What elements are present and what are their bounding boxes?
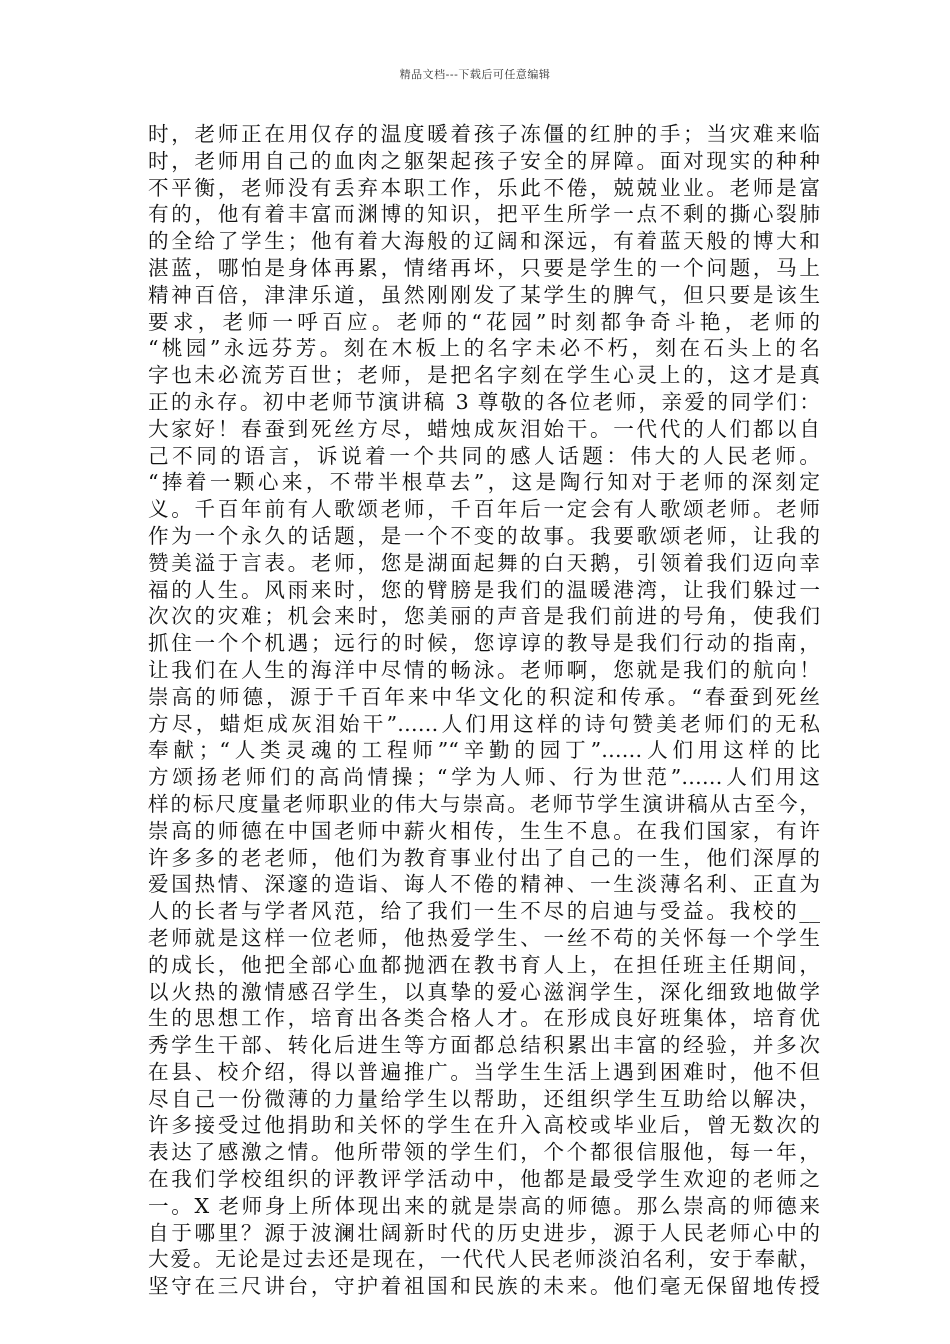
text-line: 许多多的老老师，他们为教育事业付出了自己的一生，他们深厚的 <box>148 845 820 870</box>
text-line: 赞美溢于言表。老师，您是湖面起舞的白天鹅，引领着我们迈向幸 <box>148 550 820 575</box>
text-line: 时，老师正在用仅存的温度暖着孩子冻僵的红肿的手；当灾难来临 <box>148 122 820 146</box>
text-line: 许多接受过他捐助和关怀的学生在升入高校或毕业后，曾无数次的 <box>148 1113 820 1138</box>
text-line: 不平衡，老师没有丢弃本职工作，乐此不倦，兢兢业业。老师是富 <box>148 175 820 200</box>
text-line: 样的标尺度量老师职业的伟大与崇高。老师节学生演讲稿从古至今， <box>148 791 820 816</box>
text-line: 福的人生。风雨来时，您的臂膀是我们的温暖港湾，让我们躲过一 <box>148 577 820 602</box>
text-line: 以火热的激情感召学生，以真挚的爱心滋润学生，深化细致地做学 <box>148 979 820 1004</box>
text-line: 在县、校介绍，得以普遍推广。当学生生活上遇到困难时，他不但 <box>148 1059 820 1084</box>
text-line: 时，老师用自己的血肉之躯架起孩子安全的屏障。面对现实的种种 <box>148 148 820 173</box>
page-header: 精品文档---下载后可任意编辑 <box>399 68 551 81</box>
body-text <box>148 121 820 1300</box>
text-line: 奉献；“人类灵魂的工程师”“辛勤的园丁”……人们用这样的比 <box>148 738 820 763</box>
text-line: 方颂扬老师们的高尚情操；“学为人师、行为世范”……人们用这 <box>148 765 820 790</box>
text-line: 次次的灾难；机会来时，您美丽的声音是我们前进的号角，使我们 <box>148 604 820 629</box>
text-line: 在我们学校组织的评教评学活动中，他都是最受学生欢迎的老师之 <box>148 1167 820 1192</box>
text-line: 老师就是这样一位老师，他热爱学生、一丝不苟的关怀每一个学生 <box>148 925 820 950</box>
text-line: 崇高的师德在中国老师中薪火相传，生生不息。在我们国家，有许 <box>148 818 820 843</box>
text-line: “捧着一颗心来，不带半根草去”，这是陶行知对于老师的深刻定 <box>148 470 820 495</box>
text-line: 崇高的师德，源于千百年来中华文化的积淀和传承。“春蚕到死丝 <box>148 684 820 709</box>
text-line: “桃园”永远芬芳。刻在木板上的名字未必不朽，刻在石头上的名 <box>148 336 820 361</box>
text-line: 大家好！春蚕到死丝方尽，蜡烛成灰泪始干。一代代的人们都以自 <box>148 416 820 441</box>
text-line: 义。千百年前有人歌颂老师，千百年后一定会有人歌颂老师。老师 <box>148 497 820 522</box>
text-line: 尽自己一份微薄的力量给学生以帮助，还组织学生互助给以解决， <box>148 1086 820 1111</box>
text-line: 自于哪里？源于波澜壮阔新时代的历史进步，源于人民老师心中的 <box>148 1220 820 1245</box>
text-line: 抓住一个个机遇；远行的时候，您谆谆的教导是我们行动的指南， <box>148 631 820 656</box>
text-line: 的成长，他把全部心血都抛洒在教书育人上，在担任班主任期间， <box>148 952 820 977</box>
text-line: 要求，老师一呼百应。老师的“花园”时刻都争奇斗艳，老师的 <box>148 309 820 334</box>
text-line: 正的永存。初中老师节演讲稿 3 尊敬的各位老师，亲爱的同学们： <box>148 389 820 414</box>
text-line: 人的长者与学者风范，给了我们一生不尽的启迪与受益。我校的__ <box>148 899 820 924</box>
text-line: 己不同的语言，诉说着一个共同的感人话题：伟大的人民老师。 <box>148 443 820 468</box>
text-line: 一。X 老师身上所体现出来的就是崇高的师德。那么崇高的师德来 <box>148 1193 820 1218</box>
text-line: 方尽，蜡炬成灰泪始干”……人们用这样的诗句赞美老师们的无私 <box>148 711 820 736</box>
text-line: 作为一个永久的话题，是一个不变的故事。我要歌颂老师，让我的 <box>148 523 820 548</box>
text-line: 秀学生干部、转化后进生等方面都总结积累出丰富的经验，并多次 <box>148 1033 820 1058</box>
text-line: 爱国热情、深邃的造诣、诲人不倦的精神、一生淡薄名利、正直为 <box>148 872 820 897</box>
text-line: 字也未必流芳百世；老师，是把名字刻在学生心灵上的，这才是真 <box>148 363 820 388</box>
text-line: 大爱。无论是过去还是现在，一代代人民老师淡泊名利，安于奉献， <box>148 1247 820 1272</box>
text-line: 有的，他有着丰富而渊博的知识，把平生所学一点不剩的撕心裂肺 <box>148 202 820 227</box>
text-line: 精神百倍，津津乐道，虽然刚刚发了某学生的脾气，但只要是该生 <box>148 282 820 307</box>
text-line: 湛蓝，哪怕是身体再累，情绪再坏，只要是学生的一个问题，马上 <box>148 255 820 280</box>
text-line: 的全给了学生；他有着大海般的辽阔和深远，有着蓝天般的博大和 <box>148 229 820 254</box>
text-line: 坚守在三尺讲台，守护着祖国和民族的未来。他们毫无保留地传授 <box>148 1274 820 1299</box>
text-line: 生的思想工作，培育出各类合格人才。在形成良好班集体，培育优 <box>148 1006 820 1031</box>
text-line: 让我们在人生的海洋中尽情的畅泳。老师啊，您就是我们的航向！ <box>148 657 820 682</box>
text-line: 表达了感激之情。他所带领的学生们，个个都很信服他，每一年， <box>148 1140 820 1165</box>
